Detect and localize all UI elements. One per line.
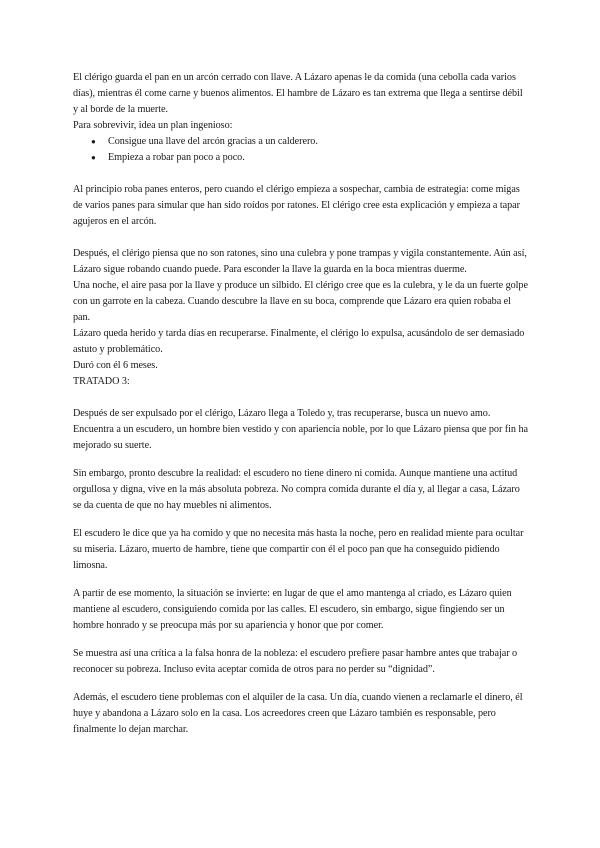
paragraph-expulsion: Lázaro queda herido y tarda días en recuperarse. Finalmente, el clérigo lo expulsa, acusándolo de ser demasiado astuto y problemático. [73,328,525,355]
paragraph-false-honor: Se muestra así una crítica a la falsa honra de la nobleza: el escudero prefiere pasar hambre antes que trabajar o reconocer su pobreza. Incluso evita aceptar comida de otros para no perder su “dignidad”. [73,648,518,675]
paragraph-roles-reversed: A partir de ese momento, la situación se invierte: en lugar de que el amo mantenga al criado, es Lázaro quien mantiene al escudero, consiguiendo comida por las calles. El escudero, sin embargo, sigue fingiendo ser un hombre honrado y se preocupa más por su apariencia y honor que por comer. [73,588,512,631]
list-item: ● Consigue una llave del arcón gracias a un calderero. [91,134,530,150]
paragraph-mice-strategy: Al principio roba panes enteros, pero cuando el clérigo empieza a sospechar, cambia de estrategia: come migas de varios panes para simular que han sido roídos por ratones. El clérigo cree esta explicación y empieza a tapar agujeros en el arcón. [73,184,520,227]
paragraph-rent-problem: Además, el escudero tiene problemas con el alquiler de la casa. Un día, cuando vienen a reclamarle el dinero, él huye y abandona a Lázaro solo en la casa. Los acreedores creen que Lázaro también es responsable, pero finalmente lo dejan marchar. [73,692,523,735]
paragraph-hiding-misery: El escudero le dice que ya ha comido y que no necesita más hasta la noche, pero en realidad miente para ocultar su miseria. Lázaro, muerto de hambre, tiene que compartir con él el poco pan que ha conseguido pidiendo limosna. [73,528,524,571]
paragraph-duration: Duró con él 6 meses. [73,360,158,371]
paragraph-plan-intro: Para sobrevivir, idea un plan ingenioso: [73,120,233,131]
plan-list [73,134,530,166]
paragraph-whistle-night: Una noche, el aire pasa por la llave y produce un silbido. El clérigo cree que es la culebra, y le da un fuerte golpe con un garrote en la cabeza. Cuando descubre la llave en su boca, comprende que Lázaro era quien robaba el pan. [73,280,528,323]
paragraph-toledo: Después de ser expulsado por el clérigo, Lázaro llega a Toledo y, tras recuperarse, busca un nuevo amo. Encuentra a un escudero, un hombre bien vestido y con apariencia noble, por lo que Lázaro piensa que por fin ha mejorado su suerte. [73,408,528,451]
paragraph-snake-traps: Después, el clérigo piensa que no son ratones, sino una culebra y pone trampas y vigila constantemente. Aún así, Lázaro sigue robando cuando puede. Para esconder la llave la guarda en la boca mientras duerme. [73,248,527,275]
paragraph-bread-chest: El clérigo guarda el pan en un arcón cerrado con llave. A Lázaro apenas le da comida (una cebolla cada varios días), mientras él come carne y buenos alimentos. El hambre de Lázaro es tan extrema que llega a sentirse débil y al borde de la muerte. [73,72,523,115]
paragraph-poverty: Sin embargo, pronto descubre la realidad: el escudero no tiene dinero ni comida. Aunque mantiene una actitud orgullosa y digna, vive en la más absoluta pobreza. No compra comida durante el día y, al llegar a casa, Lázaro se da cuenta de que no hay muebles ni alimentos. [73,468,520,511]
section-heading: TRATADO 3: [73,376,130,387]
list-item: ● Empieza a robar pan poco a poco. [91,150,530,166]
